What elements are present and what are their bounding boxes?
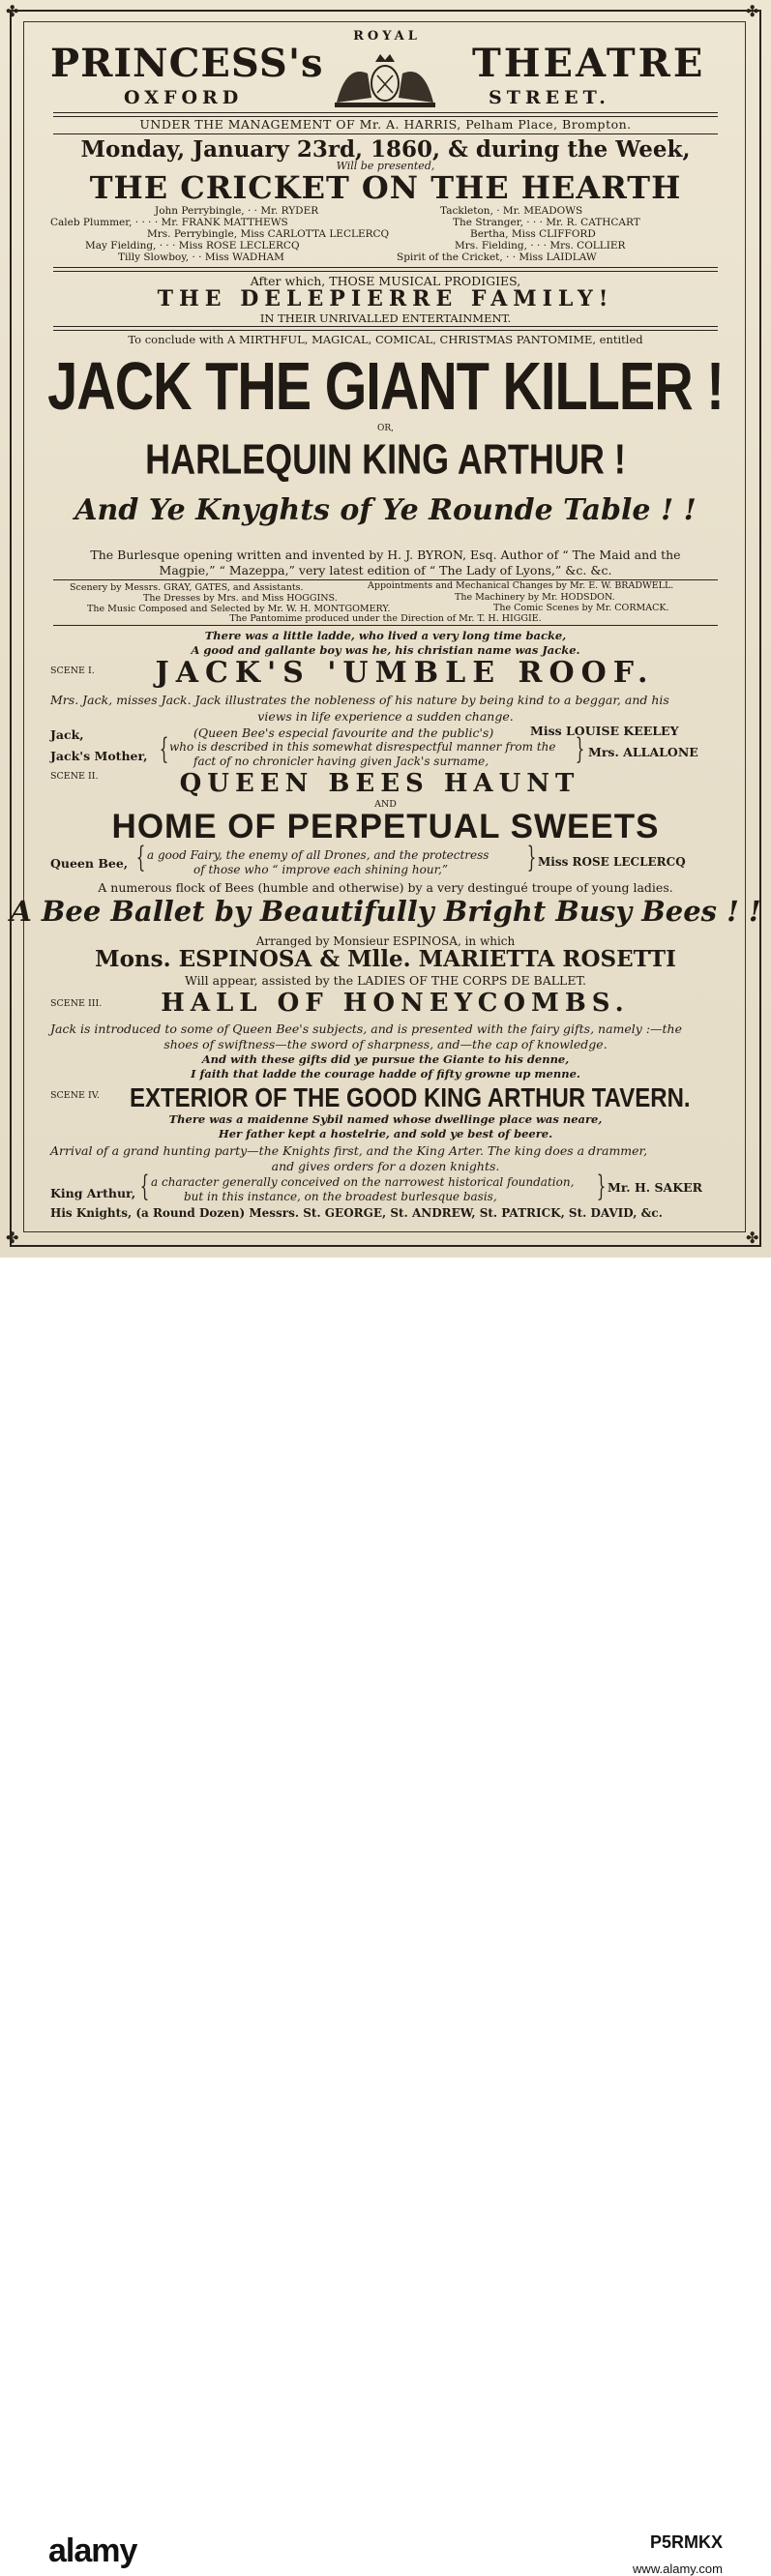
panto-title: JACK THE GIANT KILLER !: [47, 347, 724, 424]
panto-subtitle: HARLEQUIN KING ARTHUR !: [145, 435, 626, 484]
divider: [53, 625, 718, 626]
role-description: who is described in this somewhat disrespectful manner from the: [169, 740, 556, 754]
brace-icon: {: [135, 841, 146, 874]
scene-description: Arrival of a grand hunting party—the Knights first, and the King Arter. The king does a drammer,: [50, 1143, 648, 1158]
cast-line: John Perrybingle, · · Mr. RYDER: [155, 205, 319, 217]
verse-line: A good and gallante boy was he, his christian name was Jacke.: [191, 643, 580, 657]
divider: [53, 326, 718, 331]
credit-line: The Music Composed and Selected by Mr. W. H. MONTGOMERY.: [87, 604, 391, 614]
role-name: King Arthur,: [50, 1186, 136, 1200]
scene-title: EXTERIOR OF THE GOOD KING ARTHUR TAVERN.: [130, 1083, 691, 1114]
divider: [53, 267, 718, 272]
princess-heading: PRINCESS's: [50, 41, 324, 86]
scene-description: Mrs. Jack, misses Jack. Jack illustrates the nobleness of his nature by being kind to a beggar, and his: [50, 693, 669, 707]
family-heading: THE DELEPIERRE FAMILY!: [157, 286, 614, 311]
or-label: OR,: [376, 424, 394, 433]
ballet-heading: A Bee Ballet by Beautifully Bright Busy Bees ! !: [10, 895, 761, 928]
scene-label: SCENE I.: [50, 666, 95, 676]
brand-watermark: alamy: [48, 2532, 137, 2569]
verse-line: I faith that ladde the courage hadde of fifty growne up menne.: [191, 1067, 580, 1081]
role-description: but in this instance, on the broadest burlesque basis,: [184, 1190, 497, 1203]
scene-title-secondary: HOME OF PERPETUAL SWEETS: [111, 808, 660, 845]
cast-line: The Stranger, · · · Mr. R. CATHCART: [453, 217, 640, 228]
cast-line: Tilly Slowboy, · · Miss WADHAM: [118, 252, 284, 263]
credit-line: The Dresses by Mrs. and Miss HOGGINS.: [143, 593, 338, 604]
arranged-line: Arranged by Monsieur ESPINOSA, in which: [255, 934, 516, 948]
dancers-heading: Mons. ESPINOSA & Mlle. MARIETTA ROSETTI: [95, 946, 676, 972]
management-line: UNDER THE MANAGEMENT OF Mr. A. HARRIS, Pelham Place, Brompton.: [139, 117, 632, 132]
actor-name: Mr. H. SAKER: [608, 1180, 702, 1195]
scene-label: SCENE III.: [50, 998, 103, 1009]
verse-line: There was a little ladde, who lived a very long time backe,: [204, 629, 567, 642]
credit-line: Appointments and Mechanical Changes by Mr. E. W. BRADWELL.: [368, 580, 674, 591]
cast-line: Caleb Plummer, · · · · Mr. FRANK MATTHEWS: [50, 217, 288, 228]
role-name: Queen Bee,: [50, 856, 129, 871]
cast-line: Bertha, Miss CLIFFORD: [470, 228, 596, 240]
role-description: fact of no chronicler having given Jack's surname,: [193, 755, 489, 768]
theatre-heading: THEATRE: [472, 41, 706, 86]
role-description: of those who “ improve each shining hour,”: [193, 863, 448, 876]
actor-name: Mrs. ALLALONE: [588, 745, 698, 759]
royal-crest-icon: [327, 44, 443, 112]
play-title: THE CRICKET ON THE HEARTH: [89, 169, 682, 206]
verse-line: There was a maidenne Sybil named whose dwellinge place was neare,: [168, 1112, 603, 1126]
will-be-presented: Will be presented,: [336, 160, 435, 172]
scene-description: and gives orders for a dozen knights.: [271, 1159, 500, 1173]
scene-description: views in life experience a sudden change.: [257, 709, 514, 724]
scene-title: HALL OF HONEYCOMBS.: [161, 989, 630, 1018]
role-name: Jack's Mother,: [50, 749, 148, 763]
corner-ornament-icon: ✤: [746, 1229, 759, 1247]
brace-icon: }: [596, 1170, 607, 1203]
verse-line: Her father kept a hostelrie, and sold ye best of beere.: [218, 1127, 553, 1140]
and-label: AND: [374, 799, 397, 810]
cast-line: Mrs. Fielding, · · · Mrs. COLLIER: [455, 240, 626, 252]
corner-ornament-icon: ✤: [6, 1229, 19, 1247]
street-label: STREET.: [489, 87, 610, 108]
unrivalled-line: IN THEIR UNRIVALLED ENTERTAINMENT.: [259, 311, 512, 325]
credit-line: Scenery by Messrs. GRAY, GATES, and Assistants.: [70, 582, 304, 593]
royal-label: ROYAL: [353, 29, 421, 44]
interlude-intro: After which, THOSE MUSICAL PRODIGIES,: [250, 274, 521, 288]
verse-line: And with these gifts did ye pursue the Giante to his denne,: [201, 1052, 570, 1066]
burlesque-credit: Magpie,” “ Mazeppa,” very latest edition of “ The Lady of Lyons,” &c. &c.: [159, 563, 612, 577]
cast-line: Spirit of the Cricket, · · Miss LAIDLAW: [397, 252, 597, 263]
credit-line: The Machinery by Mr. HODSDON.: [455, 592, 615, 603]
role-description: (Queen Bee's especial favourite and the public's): [193, 725, 494, 740]
scene-description: shoes of swiftness—the sword of sharpness, and—the cap of knowledge.: [163, 1037, 608, 1051]
brace-icon: }: [526, 841, 537, 874]
playbill-paper: [0, 0, 771, 1258]
role-description: a character generally conceived on the narrowest historical foundation,: [151, 1175, 575, 1189]
date-line: Monday, January 23rd, 1860, & during the Week,: [80, 136, 691, 163]
cast-line: Tackleton, · Mr. MEADOWS: [440, 205, 583, 217]
appear-line: Will appear, assisted by the LADIES OF THE CORPS DE BALLET.: [185, 973, 586, 988]
scene-title: QUEEN BEES HAUNT: [179, 769, 580, 798]
role-name: Jack,: [50, 727, 84, 742]
knights-heading: And Ye Knyghts of Ye Rounde Table ! !: [74, 493, 697, 527]
corner-ornament-icon: ✤: [6, 2, 19, 20]
divider: [53, 133, 718, 134]
credit-line: The Comic Scenes by Mr. CORMACK.: [493, 603, 669, 613]
scene-title: JACK'S 'UMBLE ROOF.: [155, 656, 655, 690]
conclude-line: To conclude with A MIRTHFUL, MAGICAL, COMICAL, CHRISTMAS PANTOMIME, entitled: [128, 333, 643, 346]
actor-name: Miss LOUISE KEELEY: [530, 724, 679, 738]
role-description: a good Fairy, the enemy of all Drones, and the protectress: [147, 848, 489, 862]
brand-url: www.alamy.com: [633, 2561, 723, 2576]
credit-line: The Pantomime produced under the Direction of Mr. T. H. HIGGIE.: [229, 613, 542, 624]
oxford-label: OXFORD: [124, 87, 244, 108]
burlesque-credit: The Burlesque opening written and invented by H. J. BYRON, Esq. Author of “ The Maid and the: [90, 548, 681, 562]
scene-label: SCENE IV.: [50, 1090, 100, 1101]
corner-ornament-icon: ✤: [746, 2, 759, 20]
brace-icon: }: [575, 732, 585, 766]
brace-icon: {: [139, 1170, 150, 1203]
brace-icon: {: [159, 732, 169, 766]
stock-footer: [0, 1258, 771, 2576]
scene-label: SCENE II.: [50, 771, 99, 782]
cast-line: May Fielding, · · · Miss ROSE LECLERCQ: [85, 240, 300, 252]
flock-line: A numerous flock of Bees (humble and otherwise) by a very destingué troupe of young ladies.: [98, 880, 673, 895]
image-code: P5RMKX: [649, 2532, 723, 2552]
scene-description: Jack is introduced to some of Queen Bee's subjects, and is presented with the fairy gifts, namely :—the: [50, 1022, 683, 1036]
actor-name: Miss ROSE LECLERCQ: [538, 855, 686, 869]
cast-line: Mrs. Perrybingle, Miss CARLOTTA LECLERCQ: [147, 228, 390, 240]
knights-line: His Knights, (a Round Dozen) Messrs. St. GEORGE, St. ANDREW, St. PATRICK, St. DAVID, &c.: [50, 1206, 663, 1220]
